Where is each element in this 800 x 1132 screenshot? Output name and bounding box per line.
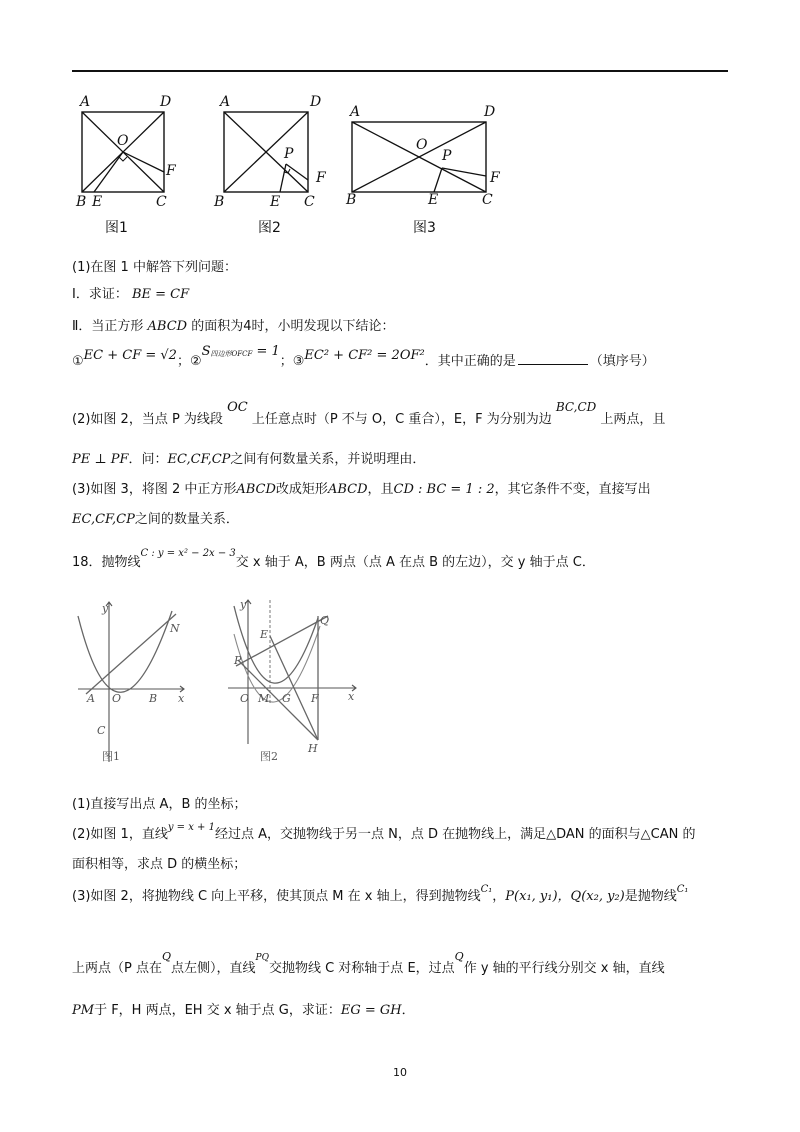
q17-part2-line2 xyxy=(72,451,425,469)
q18-part2-line2: 面积相等，求点 D 的横坐标； xyxy=(72,857,247,872)
q18-p3-l3-end: ． xyxy=(401,1003,415,1018)
bfig1-label-n: N xyxy=(170,622,180,635)
fig3-label-c: C xyxy=(482,192,493,208)
q18-p3-b: 是抛物线 xyxy=(624,889,677,904)
q18-part3-line2 xyxy=(72,950,665,979)
q18-part3-line1: (3)如图 2，将抛物线 C 向上平移，使其顶点 M 在 x 轴上，得到抛物线$^{C_1}$，P(x₁, y₁)，Q(x₂, y₂)是抛物线$^{C_1}$ xyxy=(72,884,689,904)
q18-p3-l2-b: 点左侧），直线 xyxy=(171,961,256,976)
q17-p3-ratio: CD : BC = 1 : 2 xyxy=(393,482,495,497)
fig3-label-b: B xyxy=(346,192,357,208)
q17-c1-sep: ；② xyxy=(176,354,202,369)
fig1-label-e: E xyxy=(92,194,103,210)
fig3-label-o: O xyxy=(416,137,428,153)
q18-p2-b: 经过点 A，交抛物线于另一点 N，点 D 在抛物线上，满足△DAN 的面积与△CAN 的 xyxy=(214,827,696,842)
q17-c2-eq: = 1 xyxy=(252,344,280,359)
figure-3-rectangle xyxy=(352,122,492,194)
fig1-label-b: B xyxy=(76,194,87,210)
q17-c3-end: （填序号） xyxy=(589,354,655,369)
q17-p3-b: 改成矩形 xyxy=(275,482,328,497)
q17-ii-prefix: Ⅱ．当正方形 xyxy=(72,319,144,334)
fig3-label-f: F xyxy=(490,170,500,186)
bfig2-label-e: E xyxy=(260,628,269,641)
fig1-label-c: C xyxy=(156,194,167,210)
bfig2-label-h: H xyxy=(308,742,318,755)
q18-p3-l2-d: 作 y 轴的平行线分别交 x 轴，直线 xyxy=(463,961,665,976)
figure-2-parabola xyxy=(226,594,362,774)
bfig1-label-c: C xyxy=(97,724,106,737)
q18-p2-a: (2)如图 1，直线 xyxy=(72,827,168,842)
fig2-label-a: A xyxy=(220,94,231,110)
fig1-label-o: O xyxy=(117,133,129,149)
q17-c2-sub: 四边形OFCF xyxy=(210,350,253,358)
fig2-label-d: D xyxy=(310,94,322,110)
q17-p3-abcd1: ABCD xyxy=(236,482,276,497)
q17-ii-suffix: 的面积为4时，小明发现以下结论： xyxy=(191,319,395,334)
fig3-label-p: P xyxy=(442,148,452,164)
bfig1-caption: 图1 xyxy=(102,750,120,763)
bfig2-caption: 图2 xyxy=(260,750,278,763)
q17-part3-line2 xyxy=(72,511,239,529)
bfig2-label-o: O xyxy=(240,692,250,705)
q17-i-math: BE = CF xyxy=(131,287,190,302)
bfig2-label-g: G xyxy=(282,692,291,705)
q18-intro xyxy=(72,548,595,573)
fig1-caption: 图1 xyxy=(105,220,128,236)
q17-i-prefix: Ⅰ．求证： xyxy=(72,287,128,302)
q18-p3-c1: C₁ xyxy=(480,884,493,895)
fig3-label-a: A xyxy=(350,104,361,120)
q17-p3-a: (3)如图 3，将图 2 中正方形 xyxy=(72,482,237,497)
q18-part2-line1 xyxy=(72,822,696,845)
q17-p3-c: ，且 xyxy=(367,482,394,497)
q18-part1: (1)直接写出点 A，B 的坐标； xyxy=(72,797,247,812)
q17-part2-line1 xyxy=(72,400,666,429)
q18-p3-pm: PM xyxy=(72,1003,95,1018)
q17-p2-vars: EC,CF,CP xyxy=(167,452,231,467)
bfig1-label-b: B xyxy=(149,692,158,705)
fig2-label-f: F xyxy=(316,170,326,186)
q18-intro-a: 18．抛物线 xyxy=(72,555,141,570)
q17-conclusions xyxy=(72,344,655,372)
bfig1-label-o: O xyxy=(112,692,122,705)
q17-c1-num: ① xyxy=(72,354,84,369)
bfig2-label-p: P xyxy=(234,654,242,667)
q17-p2-pepf: PE ⊥ PF xyxy=(72,452,129,467)
bfig2-label-m: M xyxy=(258,692,270,705)
bfig2-label-q: Q xyxy=(320,614,330,627)
fig2-label-b: B xyxy=(214,194,225,210)
q17-c3-tail: ．其中正确的是 xyxy=(424,354,516,369)
fig3-label-d: D xyxy=(484,104,496,120)
q17-p3-vars: EC,CF,CP xyxy=(72,512,135,527)
q18-p3-l3-math: EG = GH xyxy=(340,1003,402,1018)
bfig2-label-x: x xyxy=(348,690,355,703)
q18-p3-a: (3)如图 2，将抛物线 C 向上平移，使其顶点 M 在 x 轴上，得到抛物线 xyxy=(72,889,481,904)
q18-part3-line3 xyxy=(72,1002,415,1020)
figure-1-square xyxy=(82,112,172,194)
q17-p2-oc: OC xyxy=(227,400,248,415)
q17-p2-c: 上两点，且 xyxy=(600,412,666,427)
figure-2-square xyxy=(224,112,314,194)
q18-intro-b: 交 x 轴于 A，B 两点（点 A 在点 B 的左边），交 y 轴于点 C． xyxy=(235,555,595,570)
q17-p2-a: (2)如图 2，当点 P 为线段 xyxy=(72,412,223,427)
q17-c2-math: S xyxy=(201,344,211,359)
bfig2-label-y: y xyxy=(240,598,247,611)
q18-p3-l2-q2: Q xyxy=(454,950,464,963)
q17-part1-ii xyxy=(72,318,395,336)
q17-p3-d: ，其它条件不变，直接写出 xyxy=(494,482,651,497)
q17-part1-i xyxy=(72,286,189,304)
fig1-label-f: F xyxy=(166,163,176,179)
q17-p2-line2-a: ．问： xyxy=(128,452,168,467)
q18-p2-math: y = x + 1 xyxy=(167,822,215,833)
figure-1-parabola xyxy=(72,596,192,776)
q17-part3-line1 xyxy=(72,481,651,499)
bfig2-label-f: F xyxy=(311,692,319,705)
fig3-label-e: E xyxy=(428,192,439,208)
q17-p2-b: 上任意点时（P 不与 O，C 重合），E，F 为分别为边 xyxy=(251,412,552,427)
q18-p3-c1b: C₁ xyxy=(676,884,689,895)
fig3-caption: 图3 xyxy=(413,220,436,236)
q18-p3-pts: P(x₁, y₁)，Q(x₂, y₂) xyxy=(505,889,625,904)
fig2-label-e: E xyxy=(270,194,281,210)
fig1-label-d: D xyxy=(160,94,172,110)
fig2-label-c: C xyxy=(304,194,315,210)
q17-part1-heading: (1)在图 1 中解答下列问题： xyxy=(72,260,237,275)
header-rule xyxy=(72,70,728,72)
q17-ii-abcd: ABCD xyxy=(147,319,188,334)
q17-c2-sep: ；③ xyxy=(279,354,305,369)
page-number: 10 xyxy=(393,1066,407,1079)
q18-p3-l2-a: 上两点（P 点在 xyxy=(72,961,162,976)
bfig1-label-a: A xyxy=(87,692,95,705)
answer-blank[interactable] xyxy=(518,352,588,365)
q18-p3-l2-pq: PQ xyxy=(255,953,269,963)
q17-c3-math: EC² + CF² = 2OF² xyxy=(304,348,425,363)
bfig1-label-y: y xyxy=(102,602,109,615)
fig2-caption: 图2 xyxy=(258,220,281,236)
q17-p2-line2-b: 之间有何数量关系，并说明理由． xyxy=(230,452,426,467)
q17-p2-bccd: BC,CD xyxy=(555,400,597,414)
q18-p3-l2-c: 交抛物线 C 对称轴于点 E，过点 xyxy=(268,961,455,976)
q18-p3-l3-a: 于 F，H 两点，EH 交 x 轴于点 G，求证： xyxy=(94,1003,341,1018)
fig2-label-p: P xyxy=(284,146,294,162)
q18-intro-math: C : y = x² − 2x − 3 xyxy=(140,548,236,559)
q17-p3-abcd2: ABCD xyxy=(327,482,368,497)
q18-p3-l2-q: Q xyxy=(161,950,172,963)
q17-c1-math: EC + CF = √2 xyxy=(83,348,177,363)
bfig1-label-x: x xyxy=(178,692,185,705)
q17-p3-line2-tail: 之间的数量关系． xyxy=(134,512,239,527)
fig1-label-a: A xyxy=(80,94,91,110)
